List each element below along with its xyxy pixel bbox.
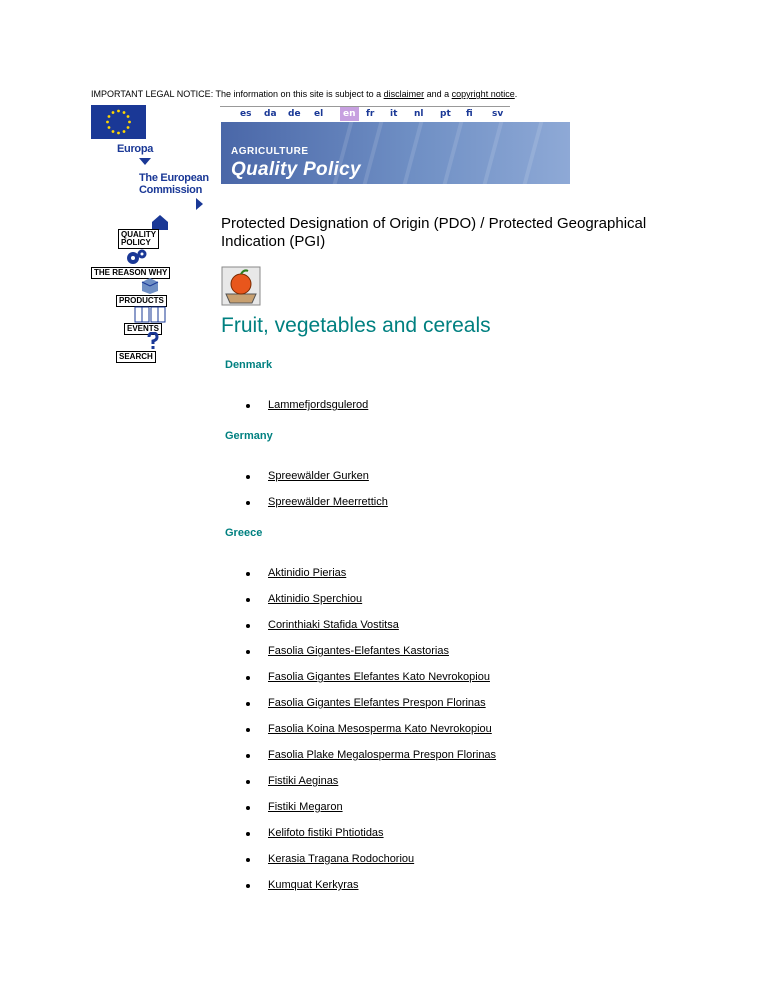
- arrow-down-icon: [139, 158, 151, 165]
- product-link[interactable]: Corinthiaki Stafida Vostitsa: [268, 619, 399, 631]
- section-title: Fruit, vegetables and cereals: [221, 314, 491, 337]
- calendar-icon: [134, 305, 166, 323]
- country-heading: Germany: [225, 430, 273, 442]
- product-link[interactable]: Kumquat Kerkyras: [268, 879, 359, 891]
- list-item: [248, 801, 343, 813]
- product-link[interactable]: Fasolia Koina Mesosperma Kato Nevrokopiou: [268, 723, 492, 735]
- product-link[interactable]: Aktinidio Pierias: [268, 567, 347, 579]
- lang-en[interactable]: en: [340, 107, 359, 121]
- lang-fr[interactable]: fr: [366, 109, 375, 119]
- country-heading: Greece: [225, 527, 263, 539]
- list-item: [248, 697, 486, 709]
- country-heading: Denmark: [225, 359, 273, 371]
- page-title: Protected Designation of Origin (PDO) / Protected Geographical Indication (PGI): [221, 215, 647, 250]
- lang-es[interactable]: es: [240, 109, 252, 119]
- fruit-basket-icon: [221, 266, 261, 306]
- product-link[interactable]: Fistiki Megaron: [268, 801, 343, 813]
- list-item: [248, 879, 359, 891]
- commission-line1: The European: [139, 172, 209, 184]
- list-item: [248, 593, 363, 605]
- list-item: [248, 749, 497, 761]
- nav-quality-line1: QUALITY: [121, 230, 157, 239]
- product-link[interactable]: Aktinidio Sperchiou: [268, 593, 363, 605]
- eu-flag-icon[interactable]: [91, 105, 146, 139]
- list-item: [248, 723, 492, 735]
- product-link[interactable]: Fasolia Gigantes-Elefantes Kastorias: [268, 645, 449, 657]
- nav-quality-line2: POLICY: [121, 238, 151, 247]
- lang-pt[interactable]: pt: [440, 109, 451, 119]
- product-link[interactable]: Spreewälder Gurken: [268, 470, 369, 482]
- lang-da[interactable]: da: [264, 109, 277, 119]
- lang-sv[interactable]: sv: [492, 109, 504, 119]
- banner-title: Quality Policy: [231, 159, 361, 180]
- list-item: [248, 775, 339, 787]
- commission-link[interactable]: [139, 172, 209, 196]
- question-icon: [146, 332, 160, 350]
- commission-line2: Commission: [139, 184, 203, 196]
- lang-nl[interactable]: nl: [414, 109, 424, 119]
- nav-search[interactable]: [116, 351, 156, 363]
- product-link[interactable]: Spreewälder Meerrettich: [268, 496, 388, 508]
- list-item: [248, 399, 369, 411]
- lang-it[interactable]: it: [390, 109, 398, 119]
- lang-el[interactable]: el: [314, 109, 324, 119]
- europa-link[interactable]: Europa: [117, 143, 154, 155]
- list-item: [248, 567, 347, 579]
- lang-de[interactable]: de: [288, 109, 301, 119]
- legal-notice: [91, 89, 517, 99]
- nav-reason-label: THE REASON WHY: [91, 267, 170, 279]
- product-link[interactable]: Fasolia Gigantes Elefantes Kato Nevrokopiou: [268, 671, 490, 683]
- language-bar: [220, 106, 510, 123]
- arrow-right-icon: [196, 198, 203, 210]
- notice-prefix: IMPORTANT LEGAL NOTICE: The information on this site is subject to a: [91, 89, 384, 99]
- nav-events-label: EVENTS: [124, 323, 162, 335]
- product-link[interactable]: Kerasia Tragana Rodochoriou: [268, 853, 415, 865]
- banner-kicker: AGRICULTURE: [231, 146, 309, 157]
- list-item: [248, 496, 388, 508]
- product-link[interactable]: Lammefjordsgulerod: [268, 399, 369, 411]
- copyright-link[interactable]: copyright notice: [451, 89, 515, 99]
- nav-products-label: PRODUCTS: [116, 295, 167, 307]
- nav-search-label: SEARCH: [116, 351, 156, 363]
- box-icon: [140, 277, 160, 295]
- list-item: [248, 671, 490, 683]
- gears-icon: [126, 248, 148, 266]
- disclaimer-link[interactable]: disclaimer: [383, 89, 425, 99]
- notice-suffix: .: [514, 89, 518, 99]
- notice-middle: and a: [424, 89, 452, 99]
- product-link[interactable]: Fasolia Plake Megalosperma Prespon Florinas: [268, 749, 497, 761]
- lang-fi[interactable]: fi: [466, 109, 473, 119]
- list-item: [248, 619, 399, 631]
- product-link[interactable]: Fasolia Gigantes Elefantes Prespon Florinas: [268, 697, 486, 709]
- agriculture-banner: [221, 122, 570, 184]
- product-link[interactable]: Fistiki Aeginas: [268, 775, 339, 787]
- product-link[interactable]: Kelifoto fistiki Phtiotidas: [268, 827, 384, 839]
- list-item: [248, 827, 384, 839]
- list-item: [248, 470, 369, 482]
- nav-quality-policy[interactable]: [118, 229, 159, 249]
- list-item: [248, 853, 415, 865]
- list-item: [248, 645, 449, 657]
